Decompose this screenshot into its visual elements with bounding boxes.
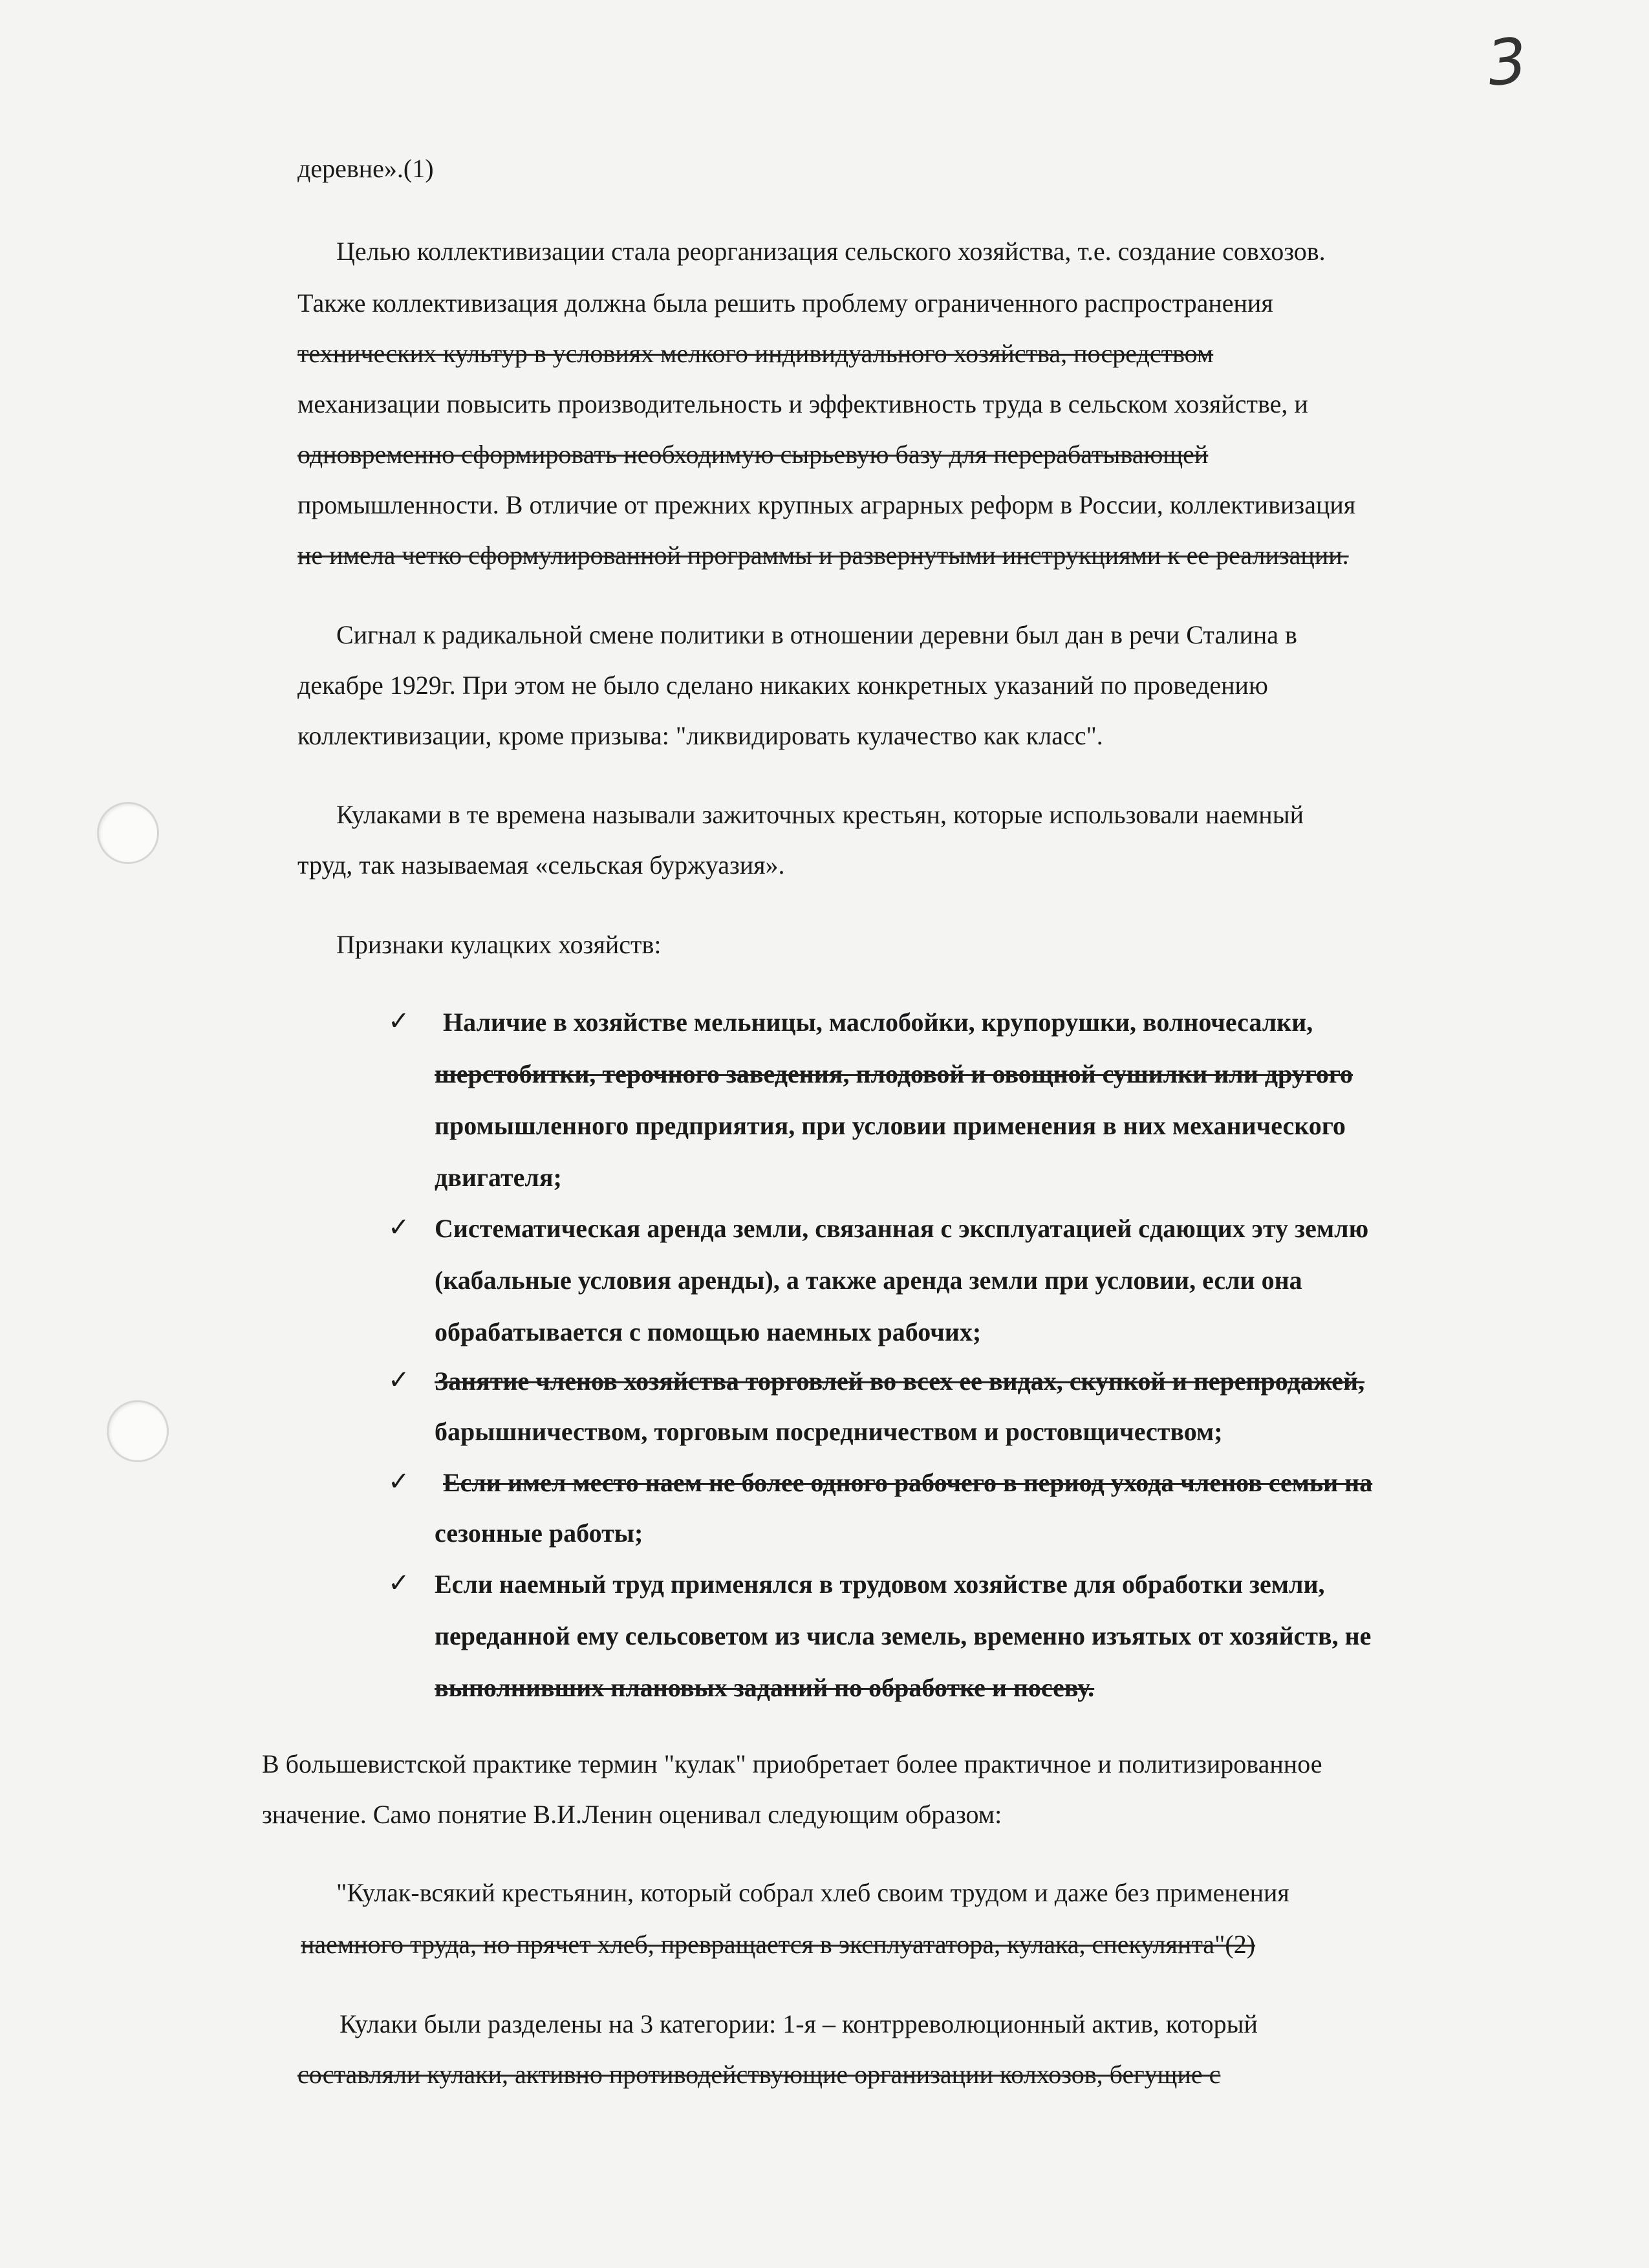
- text-line: [435, 1265, 1302, 1296]
- text-line: [435, 1518, 643, 1549]
- text-span: выполнивших плановых заданий по обработке и посеву.: [435, 1673, 1095, 1702]
- text-line: [435, 1213, 1368, 1244]
- text-span: коллективизации, кроме призыва: "ликвидировать кулачество как класс".: [297, 721, 1103, 750]
- checkmark-icon: ✓: [388, 1467, 410, 1496]
- checkmark-icon: ✓: [388, 1213, 410, 1242]
- text-line: [443, 1007, 1313, 1038]
- checkmark-icon: ✓: [388, 1365, 410, 1395]
- checkmark-icon: ✓: [388, 1006, 410, 1036]
- text-line: [336, 1877, 1289, 1908]
- text-span: значение. Само понятие В.И.Ленин оценивал следующим образом:: [262, 1800, 1002, 1829]
- text-span: барышничеством, торговым посредничеством и ростовщичеством;: [435, 1417, 1223, 1446]
- text-span: Признаки кулацких хозяйств:: [336, 930, 662, 959]
- text-line: [435, 1162, 562, 1193]
- text-span: не имела четко сформулированной программы и развернутыми инструкциями к ее реализации.: [297, 541, 1349, 570]
- text-line: [336, 929, 661, 960]
- text-line: [297, 439, 1208, 470]
- page-number: 3: [1483, 24, 1531, 100]
- text-line: [336, 236, 1326, 267]
- text-line: [336, 799, 1304, 830]
- text-span: Наличие в хозяйстве мельницы, маслобойки, крупорушки, волночесалки,: [443, 1008, 1313, 1037]
- text-span: переданной ему сельсоветом из числа земель, временно изъятых от хозяйств, не: [435, 1621, 1372, 1650]
- text-span: Кулаками в те времена называли зажиточных крестьян, которые использовали наемный: [336, 800, 1304, 829]
- text-span: двигателя;: [435, 1163, 562, 1192]
- text-line: [435, 1569, 1325, 1600]
- text-span: технических культур в условиях мелкого индивидуального хозяйства, посредством: [297, 339, 1214, 368]
- text-line: [297, 540, 1349, 571]
- text-span: составляли кулаки, активно противодействующие организации колхозов, бегущие с: [297, 2060, 1221, 2089]
- text-line: [339, 2009, 1258, 2040]
- text-line: [297, 389, 1308, 420]
- text-span: механизации повысить производительность и эффективность труда в сельском хозяйстве, и: [297, 389, 1308, 418]
- text-line: [435, 1672, 1094, 1703]
- checkmark-icon: ✓: [388, 1568, 410, 1598]
- text-span: В большевистской практике термин "кулак" приобретает более практичное и политизированное: [262, 1749, 1322, 1778]
- text-span: труд, так называемая «сельская буржуазия».: [297, 850, 785, 880]
- text-span: одновременно сформировать необходимую сырьевую базу для перерабатывающей: [297, 440, 1209, 469]
- text-line: [297, 153, 434, 184]
- text-span: наемного труда, но прячет хлеб, превращается в эксплуататора, кулака, спекулянта"(2): [301, 1930, 1256, 1959]
- text-line: [435, 1110, 1346, 1141]
- text-span: Занятие членов хозяйства торговлей во всех ее видах, скупкой и перепродажей,: [435, 1366, 1365, 1396]
- text-span: сезонные работы;: [435, 1518, 643, 1548]
- text-span: промышленности. В отличие от прежних крупных аграрных реформ в России, коллективизация: [297, 490, 1356, 519]
- text-span: промышленного предприятия, при условии применения в них механического: [435, 1111, 1346, 1140]
- text-line: [297, 490, 1355, 521]
- text-span: декабре 1929г. При этом не было сделано никаких конкретных указаний по проведению: [297, 671, 1268, 700]
- text-line: [297, 670, 1268, 701]
- punch-hole: [97, 802, 159, 864]
- text-span: Целью коллективизации стала реорганизация сельского хозяйства, т.е. создание совхозов.: [336, 237, 1326, 266]
- text-line: [435, 1317, 981, 1348]
- text-span: Сигнал к радикальной смене политики в отношении деревни был дан в речи Сталина в: [336, 620, 1297, 649]
- text-line: [435, 1416, 1223, 1447]
- punch-hole: [107, 1400, 169, 1462]
- text-span: Систематическая аренда земли, связанная с эксплуатацией сдающих эту землю: [435, 1214, 1369, 1243]
- text-line: [262, 1799, 1002, 1830]
- text-span: шерстобитки, терочного заведения, плодовой и овощной сушилки или другого: [435, 1059, 1353, 1088]
- text-span: Если имел место наем не более одного рабочего в период ухода членов семьи на: [443, 1468, 1373, 1497]
- text-line: [435, 1059, 1353, 1090]
- text-span: (кабальные условия аренды), а также аренда земли при условии, если она: [435, 1266, 1302, 1295]
- text-line: [297, 288, 1273, 319]
- text-line: [336, 620, 1297, 651]
- text-line: [297, 2059, 1220, 2090]
- text-span: обрабатывается с помощью наемных рабочих;: [435, 1317, 982, 1346]
- text-line: [301, 1929, 1255, 1960]
- text-line: [435, 1621, 1371, 1652]
- text-span: Если наемный труд применялся в трудовом хозяйстве для обработки земли,: [435, 1570, 1325, 1599]
- text-line: [435, 1366, 1364, 1397]
- text-span: деревне».(1): [297, 154, 434, 183]
- text-line: [262, 1749, 1322, 1780]
- text-line: [297, 720, 1103, 751]
- text-line: [443, 1467, 1372, 1498]
- text-span: Кулаки были разделены на 3 категории: 1-я – контрреволюционный актив, который: [339, 2009, 1258, 2038]
- text-line: [297, 850, 785, 881]
- text-span: "Кулак-всякий крестьянин, который собрал хлеб своим трудом и даже без применения: [336, 1878, 1289, 1907]
- text-line: [297, 338, 1213, 369]
- text-span: Также коллективизация должна была решить проблему ограниченного распространения: [297, 288, 1273, 318]
